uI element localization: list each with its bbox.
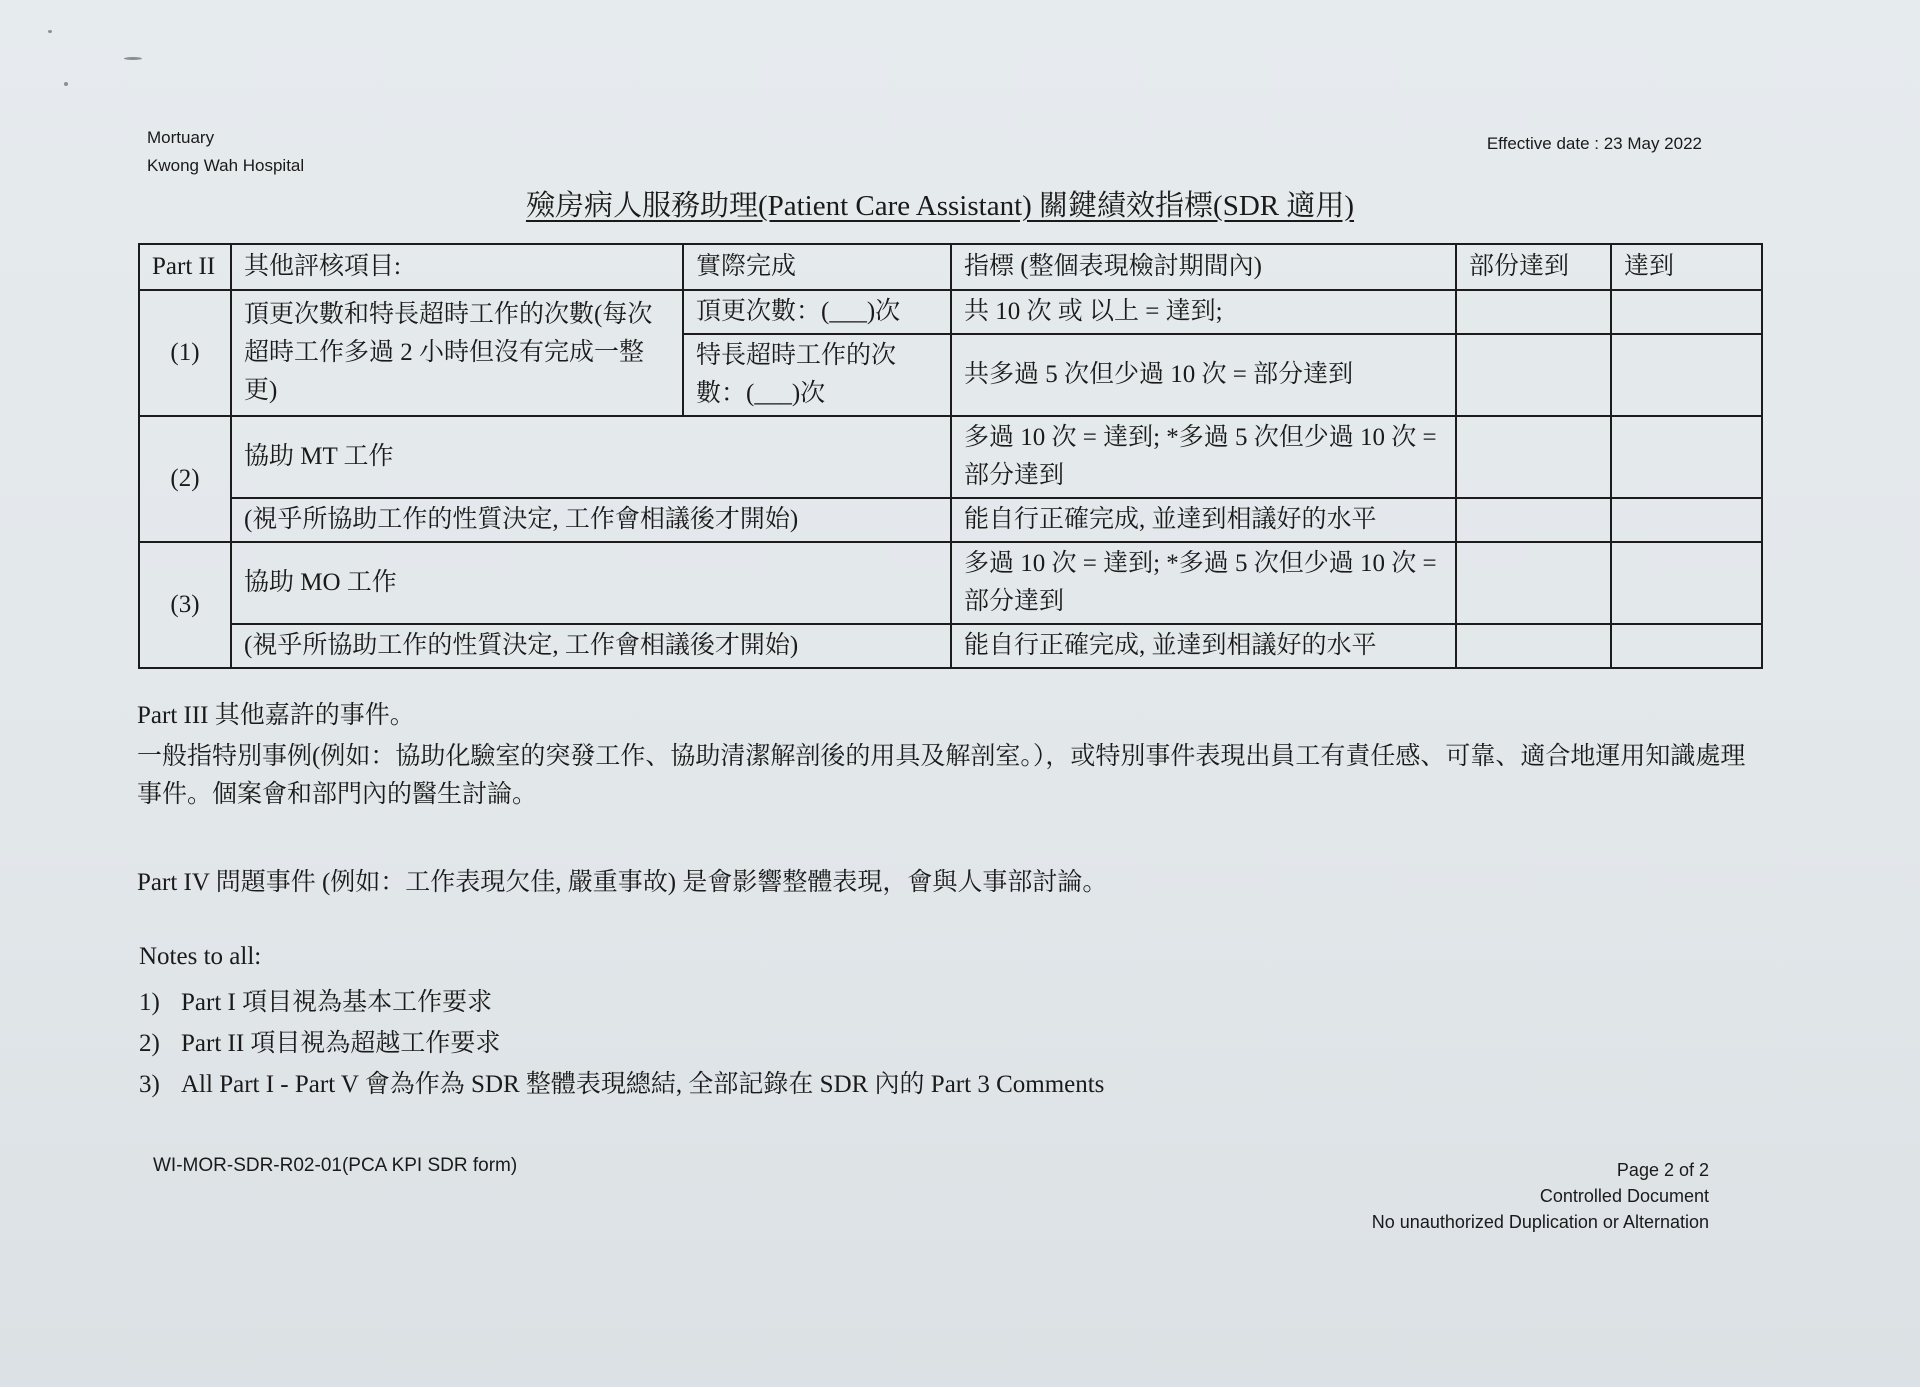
achieved-cell: [1611, 290, 1762, 334]
header-part: Part II: [139, 244, 231, 290]
actual-cell: 特長超時工作的次數：(___)次: [683, 334, 951, 416]
indicator-cell: 多過 10 次 = 達到; *多過 5 次但少過 10 次 = 部分達到: [951, 542, 1456, 624]
footer-control-block: [1372, 1157, 1709, 1235]
list-item: 1) Part I 項目視為基本工作要求: [139, 989, 493, 1016]
indicator-cell: 能自行正確完成, 並達到相議好的水平: [951, 624, 1456, 668]
row-number: (3): [139, 542, 231, 668]
department-name: Mortuary: [147, 128, 215, 147]
notes-list: [139, 982, 1104, 1105]
achieved-cell: [1611, 334, 1762, 416]
part3-body: 一般指特別事例(例如：協助化驗室的突發工作、協助清潔解剖後的用具及解剖室。），或特別事件表現出員工有責任感、可靠、適合地運用知識處理事件。個案會和部門內的醫生討論。: [137, 743, 1746, 808]
kpi-table: [138, 243, 1763, 669]
row-item: 協助 MT 工作: [231, 416, 951, 498]
paper-speck: [64, 82, 68, 86]
table-row: [139, 290, 1762, 334]
achieved-cell: [1611, 498, 1762, 542]
part3-title: Part III 其他嘉許的事件。: [137, 702, 415, 729]
table-row: [139, 498, 1762, 542]
partial-cell: [1456, 542, 1611, 624]
table-row: [139, 624, 1762, 668]
header-partial: 部份達到: [1456, 244, 1611, 290]
department-block: [147, 124, 304, 180]
duplication-notice: No unauthorized Duplication or Alternation: [1371, 1212, 1709, 1232]
row-item: 協助 MO 工作: [231, 542, 951, 624]
indicator-cell: 共 10 次 或 以上 = 達到;: [951, 290, 1456, 334]
part4-text: Part IV 問題事件 (例如：工作表現欠佳, 嚴重事故) 是會影響整體表現，會與人事部討論。: [137, 869, 1108, 896]
page-title: 殮房病人服務助理(Patient Care Assistant) 關鍵績效指標(SDR 適用): [525, 190, 1355, 222]
row-item: 頂更次數和特長超時工作的次數(每次超時工作多過 2 小時但沒有完成一整更): [231, 290, 683, 416]
row-subitem: (視乎所協助工作的性質決定, 工作會相議後才開始): [231, 624, 951, 668]
partial-cell: [1456, 416, 1611, 498]
indicator-cell: 共多過 5 次但少過 10 次 = 部分達到: [951, 334, 1456, 416]
achieved-cell: [1611, 542, 1762, 624]
effective-date: Effective date : 23 May 2022: [1486, 134, 1702, 153]
partial-cell: [1456, 498, 1611, 542]
indicator-cell: 多過 10 次 = 達到; *多過 5 次但少過 10 次 = 部分達到: [951, 416, 1456, 498]
page-number: Page 2 of 2: [1616, 1160, 1709, 1180]
hospital-name: Kwong Wah Hospital: [147, 156, 305, 175]
partial-cell: [1456, 290, 1611, 334]
list-item: 2) Part II 項目視為超越工作要求: [139, 1030, 501, 1057]
list-item: 3) All Part I - Part V 會為作為 SDR 整體表現總結, 全部記錄在 SDR 內的 Part 3 Comments: [139, 1071, 1105, 1098]
header-achieved: 達到: [1611, 244, 1762, 290]
header-actual: 實際完成: [683, 244, 951, 290]
table-row: [139, 416, 1762, 498]
row-number: (1): [139, 290, 231, 416]
table-header-row: [139, 244, 1762, 290]
notes-title: Notes to all:: [139, 943, 262, 970]
header-indicator: 指標 (整個表現檢討期間內): [951, 244, 1456, 290]
actual-cell: 頂更次數：(___)次: [683, 290, 951, 334]
paper-speck: [124, 57, 142, 60]
table-row: [139, 542, 1762, 624]
row-subitem: (視乎所協助工作的性質決定, 工作會相議後才開始): [231, 498, 951, 542]
indicator-cell: 能自行正確完成, 並達到相議好的水平: [951, 498, 1456, 542]
achieved-cell: [1611, 416, 1762, 498]
partial-cell: [1456, 334, 1611, 416]
form-code: WI-MOR-SDR-R02-01(PCA KPI SDR form): [153, 1155, 518, 1176]
controlled-label: Controlled Document: [1539, 1186, 1709, 1206]
paper-speck: [48, 30, 52, 33]
row-number: (2): [139, 416, 231, 542]
achieved-cell: [1611, 624, 1762, 668]
header-item: 其他評核項目:: [231, 244, 683, 290]
partial-cell: [1456, 624, 1611, 668]
